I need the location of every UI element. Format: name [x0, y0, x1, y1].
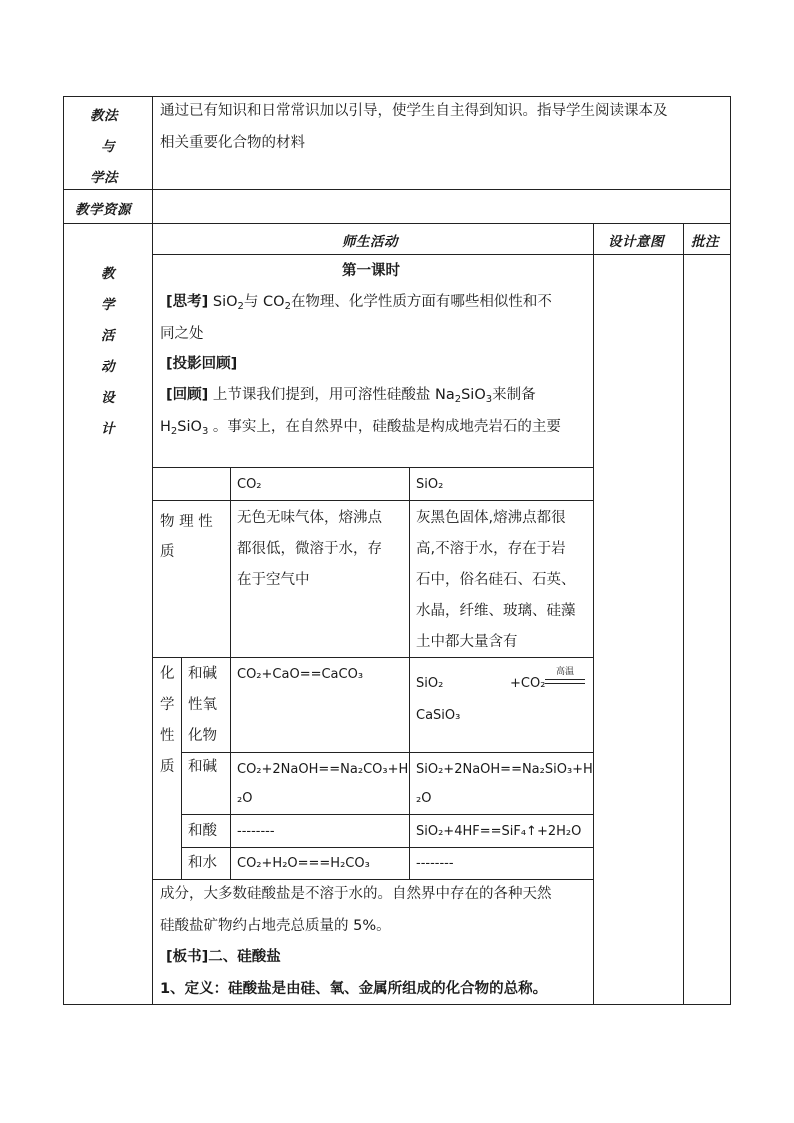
- left-border: [63, 96, 64, 1005]
- projection-review: [投影回顾]: [166, 356, 238, 372]
- cmp-row1-sio2-condition: 高温: [555, 667, 574, 677]
- cmp-row3-label: 和酸: [188, 823, 217, 839]
- cmp-row1-co2: CO₂+CaO==CaCO₃: [237, 667, 364, 682]
- cmp-row1-label-2: 性氧: [188, 697, 217, 713]
- cmp-header-bottom: [152, 500, 593, 501]
- cmp-row2-co2-b: ₂O: [237, 791, 253, 806]
- cmp-row2-co2-a: CO₂+2NaOH==Na₂CO₃+H: [237, 762, 409, 777]
- cmp-row1-sio2-c: CaSiO₃: [416, 708, 461, 723]
- header-divider: [152, 254, 731, 255]
- cmp-physical-bottom: [152, 657, 593, 658]
- side-label-6: 计: [101, 421, 115, 437]
- think-line1: [思考] SiO$_2$与 $CO_2$在物理、化学性质方面有哪些相似性和不: [166, 294, 552, 312]
- methods-text-line2: 相关重要化合物的材料: [160, 135, 305, 151]
- cmp-row1-equals-top: [545, 679, 585, 680]
- cmp-row2-sio2-b: ₂O: [416, 791, 432, 806]
- methods-label-2: 与: [101, 139, 115, 155]
- bottom-border: [63, 1004, 731, 1005]
- cmp-physical-co2-1: 无色无味气体，熔沸点: [237, 510, 382, 526]
- cmp-col-co2-left: [230, 467, 231, 879]
- cmp-header-sio2: SiO₂: [416, 477, 444, 492]
- cmp-col-sio2-left: [409, 467, 410, 879]
- think-line2: 同之处: [160, 326, 204, 342]
- header-activities: 师生活动: [342, 234, 398, 250]
- review-tag: [回顾]: [166, 387, 209, 403]
- label-col-divider: [152, 96, 153, 1005]
- continuation-line2: 硅酸盐矿物约占地壳总质量的 5%。: [160, 918, 391, 934]
- cmp-row2-bottom: [181, 814, 593, 815]
- cmp-chem-label-4: 质: [160, 759, 175, 775]
- resources-label: 教学资源: [75, 202, 131, 218]
- cmp-row1-label-3: 化物: [188, 728, 217, 744]
- cmp-physical-label: 物 理 性 质: [160, 514, 213, 560]
- cmp-row3-sio2: SiO₂+4HF==SiF₄↑+2H₂O: [416, 824, 582, 839]
- side-label-1: 教: [101, 266, 115, 282]
- cmp-bottom: [152, 879, 593, 880]
- intent-col-divider: [593, 223, 594, 1005]
- board-tag: [板书]: [166, 949, 209, 965]
- cmp-row3-co2: --------: [237, 824, 275, 839]
- cmp-physical-co2-2: 都很低，微溶于水，存: [237, 541, 382, 557]
- methods-label-3: 学法: [90, 170, 118, 186]
- lesson-title: 第一课时: [342, 263, 400, 279]
- cmp-row1-equals-bottom: [545, 683, 585, 684]
- row-divider-resources: [63, 223, 731, 224]
- cmp-top: [152, 467, 593, 468]
- cmp-row1-label-1: 和碱: [188, 666, 217, 682]
- cmp-physical-sio2-3: 石中，俗名硅石、石英、: [416, 572, 576, 588]
- board-line: [166, 947, 281, 967]
- cmp-physical-co2-3: 在于空气中: [237, 572, 310, 588]
- cmp-chem-label-1: 化: [160, 666, 175, 682]
- cmp-physical-sio2-5: 土中都大量含有: [416, 634, 518, 650]
- side-label-3: 活: [101, 328, 115, 344]
- methods-text-line1: 通过已有知识和日常常识加以引导，使学生自主得到知识。指导学生阅读课本及: [160, 103, 668, 119]
- review-line1: [回顾] 上节课我们提到，用可溶性硅酸盐 $Na_2SiO_3$来制备: [166, 387, 536, 405]
- cmp-chem-label-2: 学: [160, 697, 175, 713]
- cmp-physical-sio2-4: 水晶，纤维、玻璃、硅藻: [416, 603, 576, 619]
- methods-label-1: 教法: [90, 108, 118, 124]
- cmp-row1-sio2-a: SiO₂: [416, 676, 444, 691]
- cmp-row4-sio2: --------: [416, 856, 454, 871]
- cmp-row1-bottom: [181, 752, 593, 753]
- cmp-physical-sio2-2: 高,不溶于水，存在于岩: [416, 541, 566, 557]
- side-label-4: 动: [101, 359, 115, 375]
- header-notes: 批注: [691, 234, 719, 250]
- cmp-row4-co2: CO₂+H₂O===H₂CO₃: [237, 856, 370, 871]
- cmp-row2-label: 和碱: [188, 759, 217, 775]
- side-label-5: 设: [101, 390, 115, 406]
- right-border: [730, 96, 731, 1005]
- cmp-row1-sio2-b: +CO₂: [510, 676, 546, 691]
- review-line2: $H_2SiO_3$ 。事实上，在自然界中，硅酸盐是构成地壳岩石的主要: [160, 419, 561, 437]
- cmp-chem-label-3: 性: [160, 728, 175, 744]
- cmp-row2-sio2-a: SiO₂+2NaOH==Na₂SiO₃+H: [416, 762, 593, 777]
- top-border: [63, 96, 731, 97]
- cmp-header-co2: CO₂: [237, 477, 262, 492]
- row-divider-methods: [63, 189, 731, 190]
- cmp-row3-bottom: [181, 847, 593, 848]
- board-title: 二、硅酸盐: [208, 949, 281, 965]
- cmp-row4-label: 和水: [188, 855, 217, 871]
- side-label-2: 学: [101, 297, 115, 313]
- think-tag: [思考]: [166, 294, 209, 310]
- cmp-physical-sio2-1: 灰黑色固体,熔沸点都很: [416, 510, 566, 526]
- notes-col-divider: [683, 223, 684, 1005]
- continuation-line1: 成分，大多数硅酸盐是不溶于水的。自然界中存在的各种天然: [160, 886, 552, 902]
- cmp-chem-sub-divider: [181, 657, 182, 879]
- definition-line: 1、定义：硅酸盐是由硅、氧、金属所组成的化合物的总称。: [160, 981, 548, 997]
- header-design-intent: 设计意图: [608, 234, 664, 250]
